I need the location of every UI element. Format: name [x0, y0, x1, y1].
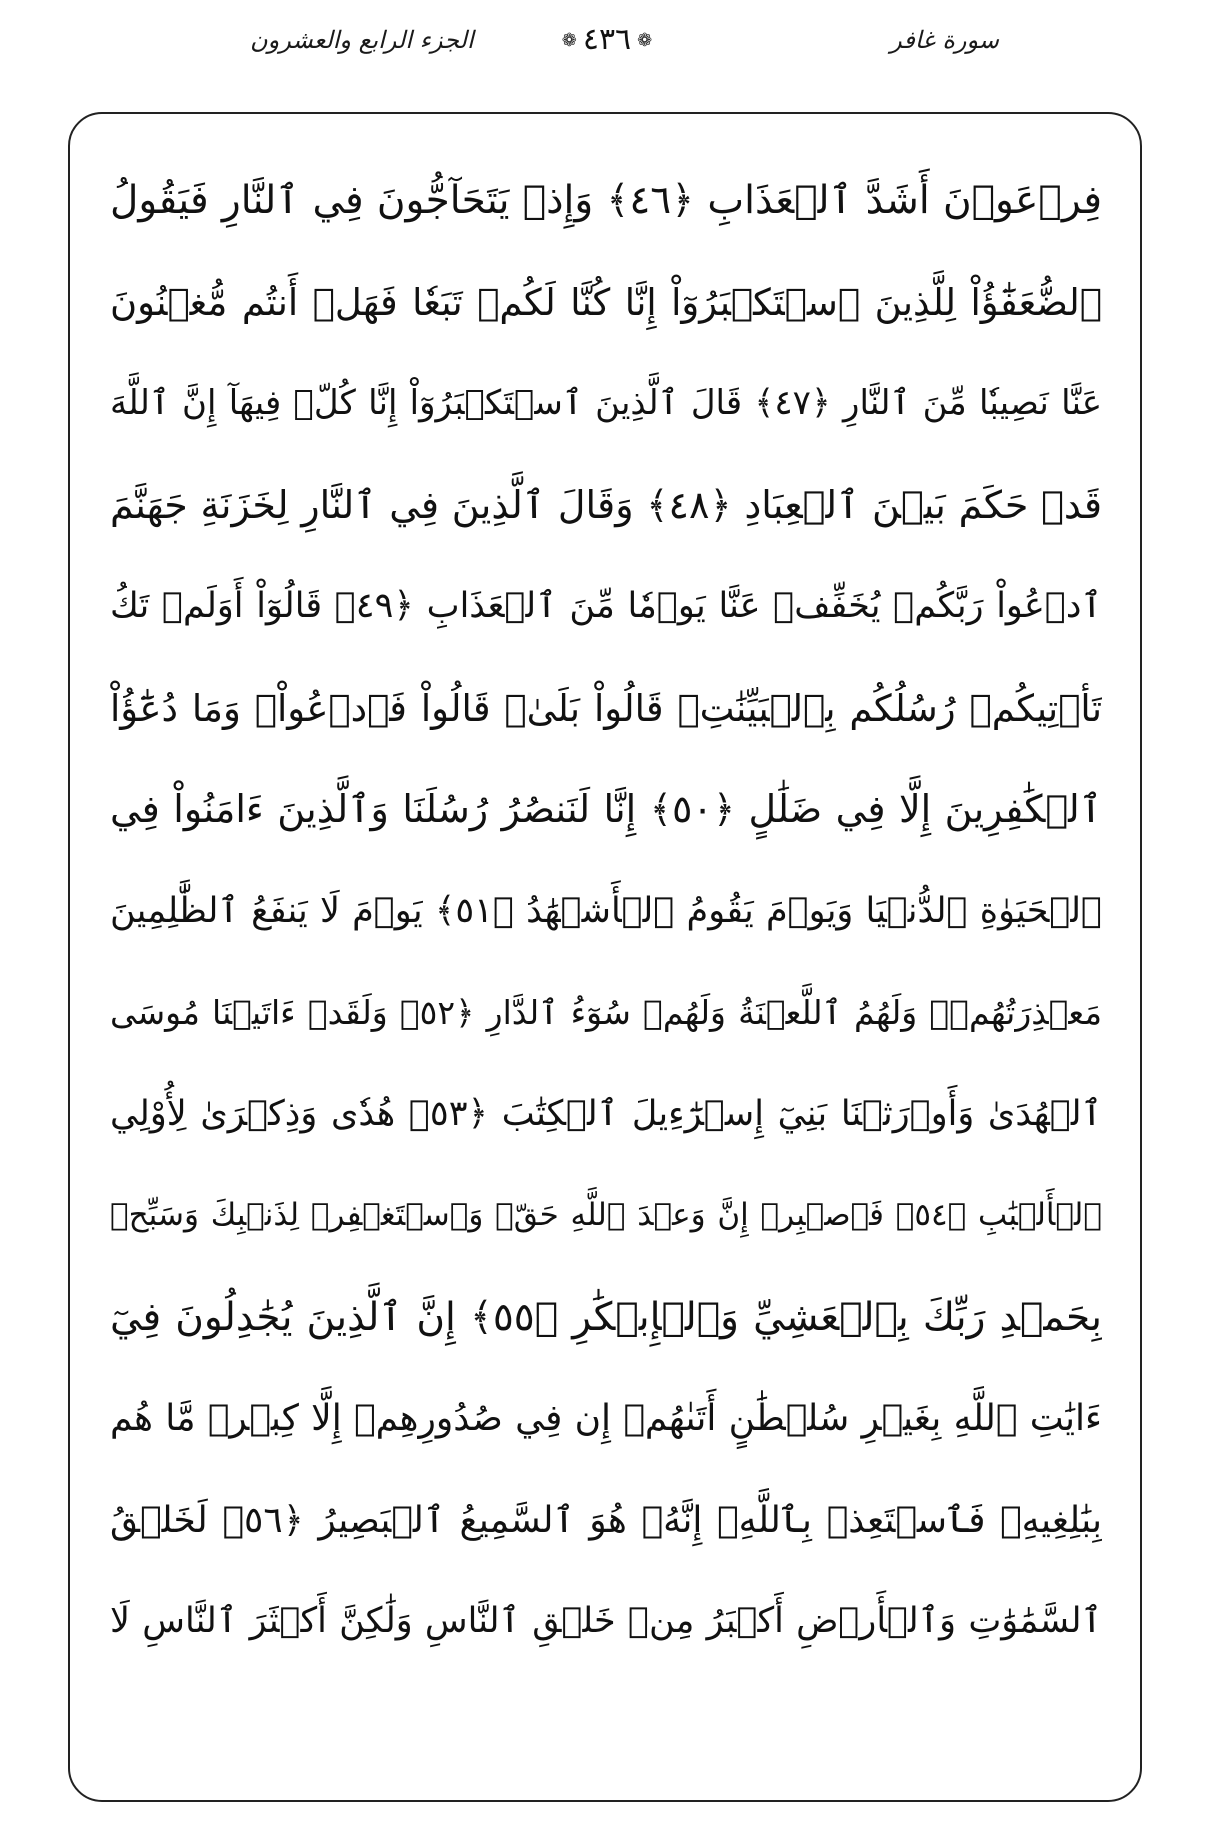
- page-header: [0, 18, 1214, 78]
- text-line: ٱلسَّمَٰوَٰتِ وَٱلۡأَرۡضِ أَكۡبَرُ مِنۡ خَلۡقِ ٱلنَّاسِ وَلَٰكِنَّ أَكۡثَرَ ٱلنَّاسِ لَا: [110, 1601, 1102, 1641]
- text-line: ءَايَٰتِ ٱللَّهِ بِغَيۡرِ سُلۡطَٰنٍ أَتَىٰهُمۡ إِن فِي صُدُورِهِمۡ إِلَّا كِبۡرٞ مَّا هُم: [110, 1398, 1102, 1439]
- text-line: بِحَمۡدِ رَبِّكَ بِٱلۡعَشِيِّ وَٱلۡإِبۡكَٰرِ ﴿٥٥﴾ إِنَّ ٱلَّذِينَ يُجَٰدِلُونَ فِيٓ: [110, 1294, 1102, 1340]
- page-number-group: [0, 22, 1214, 57]
- text-line: ٱلۡأَلۡبَٰبِ ﴿٥٤﴾ فَٱصۡبِرۡ إِنَّ وَعۡدَ ٱللَّهِ حَقّٞ وَٱسۡتَغۡفِرۡ لِذَنۢبِكَ وَسَبِّحۡ: [110, 1197, 1102, 1233]
- text-line: فِرۡعَوۡنَ أَشَدَّ ٱلۡعَذَابِ ﴿٤٦﴾ وَإِذۡ يَتَحَآجُّونَ فِي ٱلنَّارِ فَيَقُولُ: [110, 178, 1102, 223]
- text-line: ٱلۡحَيَوٰةِ ٱلدُّنۡيَا وَيَوۡمَ يَقُومُ ٱلۡأَشۡهَٰدُ ﴿٥١﴾ يَوۡمَ لَا يَنفَعُ ٱلظَّٰلِمِينَ: [110, 890, 1102, 931]
- text-line: مَعۡذِرَتُهُمۡۖ وَلَهُمُ ٱللَّعۡنَةُ وَلَهُمۡ سُوٓءُ ٱلدَّارِ ﴿٥٢﴾ وَلَقَدۡ ءَاتَيۡنَا مُوسَى: [110, 993, 1102, 1032]
- text-line: ٱلضُّعَفَٰٓؤُاْ لِلَّذِينَ ٱسۡتَكۡبَرُوٓاْ إِنَّا كُنَّا لَكُمۡ تَبَعٗا فَهَلۡ أَنتُم مُّغۡنُونَ: [110, 280, 1102, 324]
- text-body: [110, 150, 1102, 1673]
- ornament-left-icon: ❁: [561, 30, 577, 51]
- text-line: عَنَّا نَصِيبٗا مِّنَ ٱلنَّارِ ﴿٤٧﴾ قَالَ ٱلَّذِينَ ٱسۡتَكۡبَرُوٓاْ إِنَّا كُلّٞ فِيهَآ إِنَّ ٱللَّهَ: [110, 383, 1102, 423]
- text-line: قَدۡ حَكَمَ بَيۡنَ ٱلۡعِبَادِ ﴿٤٨﴾ وَقَالَ ٱلَّذِينَ فِي ٱلنَّارِ لِخَزَنَةِ جَهَنَّمَ: [110, 482, 1102, 527]
- page-number: ٤٣٦: [582, 22, 632, 57]
- surah-title: سورة غافر: [890, 26, 999, 54]
- text-line: بِبَٰلِغِيهِۚ فَٱسۡتَعِذۡ بِٱللَّهِۖ إِنَّهُۥ هُوَ ٱلسَّمِيعُ ٱلۡبَصِيرُ ﴿٥٦﴾ لَخَلۡقُ: [110, 1499, 1102, 1541]
- text-line: تَأۡتِيكُمۡ رُسُلُكُم بِٱلۡبَيِّنَٰتِۖ قَالُواْ بَلَىٰۚ قَالُواْ فَٱدۡعُواْۗ وَمَا دُعَٰٓؤُاْ: [110, 686, 1102, 730]
- ornament-right-icon: ❁: [637, 30, 653, 51]
- text-line: ٱلۡهُدَىٰ وَأَوۡرَثۡنَا بَنِيٓ إِسۡرَٰٓءِيلَ ٱلۡكِتَٰبَ ﴿٥٣﴾ هُدٗى وَذِكۡرَىٰ لِأُوْلِي: [110, 1093, 1102, 1134]
- juz-title: الجزء الرابع والعشرون: [250, 26, 474, 54]
- text-line: ٱلۡكَٰفِرِينَ إِلَّا فِي ضَلَٰلٍ ﴿٥٠﴾ إِنَّا لَنَنصُرُ رُسُلَنَا وَٱلَّذِينَ ءَامَنُواْ فِي: [110, 787, 1102, 831]
- text-line: ٱدۡعُواْ رَبَّكُمۡ يُخَفِّفۡ عَنَّا يَوۡمٗا مِّنَ ٱلۡعَذَابِ ﴿٤٩﴾ قَالُوٓاْ أَوَلَمۡ تَكُ: [110, 586, 1102, 626]
